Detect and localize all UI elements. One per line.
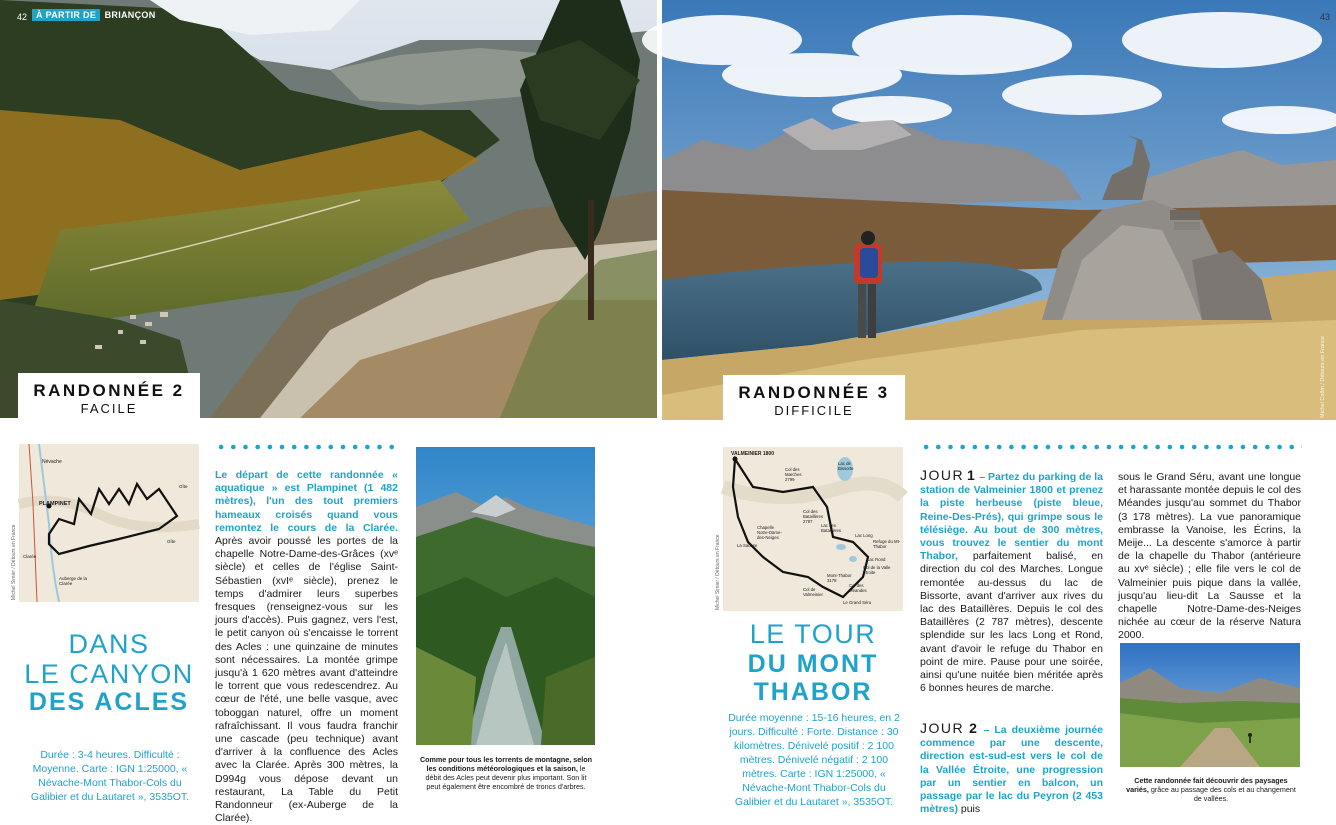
map3-label: Lac de Bissorte: [838, 461, 854, 471]
hike-3-number: RANDONNÉE 3: [738, 383, 890, 402]
meadow-caption: [1122, 776, 1300, 803]
title-line: DANS: [68, 629, 150, 659]
map3-credit: Michel Simier / Détours en France: [715, 534, 721, 610]
map3-label: La Sausse: [737, 543, 758, 548]
hike-2-info: Durée : 3-4 heures. Difficulté : Moyenne. Carte : IGN 1:25000, « Névache-Mont Thabor-Cols du Galibier et du Lautaret », 3535OT.: [30, 749, 190, 803]
jour2-tail: puis: [960, 803, 981, 816]
folio-right: [1290, 7, 1330, 25]
hike-3-difficulty: DIFFICILE: [774, 403, 854, 418]
map3-label: Col des Bataillères 2787: [803, 509, 824, 524]
photo-credit: Michel Cottin / Détours en France: [1320, 336, 1326, 418]
hike-2-number: RANDONNÉE 2: [33, 381, 185, 400]
map2-label: Auberge de la Clarée: [59, 576, 88, 586]
section-place: BRIANÇON: [104, 10, 156, 20]
map3-label: Col des Marches 2799: [785, 467, 802, 482]
jour1-number: 1: [967, 467, 977, 483]
river-photo: [416, 447, 595, 745]
section-header: [32, 5, 156, 23]
dotted-rule: [215, 443, 400, 451]
hike-3-map: [723, 447, 903, 611]
map3-label: Lac Long: [855, 533, 873, 538]
right-page-number: 43: [1319, 12, 1330, 22]
dotted-rule: [920, 443, 1302, 451]
hike-2-map: [19, 444, 199, 602]
map3-label: Col des Méandes: [849, 583, 867, 593]
map3-label: Lac Rond: [867, 557, 886, 562]
hike-3-day1: JOUR 1 – Partez du parking de la station de Valmeinier 1800 et prenez la piste herbeuse (piste bleue, Reine-Des-Prés), qui grimpe sous le télésiège. Au bout de 300 mètres, vous trouvez le sentier du mont Thabor, parfaitement balisé, en direction du col des Marches. Longue remontée au-dessus du lac de Bissorte, avant d'arriver aux rives du lac des Bataillères. Depuis le col des Bataillères (2 787 mètres), descente splendide sur les lacs Long et Rond, avant d'avoir le refuge du Thabor en point de mire. Pause pour une soirée, ainsi qu'une nuitée bien méritée après 6 bonnes heures de marche.: [920, 467, 1104, 695]
title-line: LE CANYON: [24, 659, 194, 689]
title-line: THABOR: [753, 678, 873, 706]
jour2-number: 2: [969, 720, 979, 736]
jour1-body: parfaitement balisé, en direction du col des Marches. Longue remontée au-dessus du lac de Bissorte, avant d'arriver aux rives du lac des Bataillères. Depuis le col des Bataillères (2 787 mètres), descente splendide sur les lacs Long et Rond, avant d'avoir le refuge du Thabor en point de mire. Pause pour une soirée, ainsi qu'une nuitée bien méritée après 6 bonnes heures de marche.: [920, 550, 1104, 695]
hike-3-text-col2: sous le Grand Séru, avant une longue et harassante montée depuis le col des Méandes jusqu'au sommet du Thabor (3 178 mètres). La vue panoramique embrasse la Vanoise, les Écrins, la Meije... La descente s'amorce à partir de la chapelle du Thabor (antérieure au xvᵉ siècle) ; elle file vers le col de Valmeinier puis pique dans la vallée, jusqu'au lieu-dit La Sausse et la chapelle Notre-Dame-des-Neiges nichée au cœur de la réserve Natura 2000.: [1118, 471, 1301, 642]
jour2-label: JOUR: [920, 720, 965, 736]
lake-photo: [662, 0, 1336, 420]
river-caption-rest: le débit des Acles peut devenir plus important. Son lit peut également être encombré de troncs d'arbres.: [425, 764, 587, 791]
left-page-number: 42: [17, 12, 28, 22]
hike-2-difficulty: FACILE: [80, 401, 138, 416]
map3-label: Col de la Valle Étroite: [863, 565, 891, 575]
river-caption: [418, 755, 594, 791]
meadow-caption-bold: Cette randonnée fait découvrir des paysages variés,: [1126, 776, 1288, 794]
left-page: [0, 0, 660, 825]
meadow-photo: [1120, 643, 1300, 767]
map3-label: Col de Valmeinier: [803, 587, 823, 597]
map2-label: Gîte: [167, 539, 176, 544]
map3-label: VALMEINIER 1800: [731, 451, 774, 457]
hike-3-title-box: [723, 375, 905, 421]
map2-credit: Michel Simier / Détours en France: [11, 524, 17, 600]
hike-2-text: [215, 469, 398, 825]
map3-label: Mont-Thabor 3178: [827, 573, 852, 583]
jour1-lead: Partez du parking de la station de Valmeinier 1800 et prenez la piste herbeuse (piste bleue, Reine-Des-Prés), qui grimpe sous le télésiège. Au bout de 300 mètres, vous trouvez le sentier du mont Thabor,: [920, 471, 1103, 563]
jour1-label: JOUR: [920, 467, 965, 483]
map2-label: Gîte: [179, 484, 188, 489]
section-tag: À PARTIR DE: [32, 9, 100, 21]
folio-left: [17, 7, 27, 25]
hike-2-title-box: [18, 373, 200, 419]
meadow-caption-rest: grâce au passage des cols et au changement de vallées.: [1150, 785, 1296, 803]
jour2-lead: La deuxième journée commence par une descente, direction est-sud-est vers le col de la Vallée Étroite, une progression par un sentier en balcon, un passage par le lac du Peyron (2 453 mètres): [920, 724, 1104, 816]
map2-label: PLAMPINET: [39, 501, 71, 507]
hike-3-info: Durée moyenne : 15-16 heures, en 2 jours. Difficulté : Forte. Distance : 30 kilomètres. Dénivelé positif : 2 100 mètres. Dénivelé négatif : 2 100 mètres. Carte : IGN 1:25000, « Névache-Mont Thabor-Cols du Galibier et du Lautaret », 3535OT.: [728, 712, 900, 808]
map3-label: Refuge du Mt-Thabor: [873, 539, 901, 549]
hike-2-lead: Le départ de cette randonnée « aquatique » est Plampinet (1 482 mètres), l'un des tout premiers hameaux croisés quand vous remontez le cours de la Clarée.: [215, 469, 398, 534]
title-line: DU MONT: [747, 650, 879, 678]
map2-label: Névache: [42, 459, 62, 465]
right-page: [662, 0, 1336, 816]
map3-label: Lac des Bataillères: [821, 523, 842, 533]
hike-3-day2: JOUR 2 – La deuxième journée commence par une descente, direction est-sud-est vers le col de la Vallée Étroite, une progression par un sentier en balcon, un passage par le lac du Peyron (2 453 mètres) puis: [920, 720, 1104, 816]
river-caption-bold: Comme pour tous les torrents de montagne, selon les conditions météorologiques et la saison,: [419, 755, 593, 773]
map2-label: Clarée: [23, 554, 37, 559]
title-line: LE TOUR: [749, 619, 877, 649]
valley-photo: [0, 0, 657, 418]
map3-label: Chapelle Notre-Dame-des-Neiges: [757, 525, 782, 540]
title-line: DES ACLES: [28, 688, 190, 716]
hike-2-body: Après avoir poussé les portes de la chapelle Notre-Dame-des-Grâces (xvᵉ siècle) et celles de l'église Saint-Sébastien (xvIᵉ siècle), prenez le temps d'admirer leurs superbes fresques (renseignez-vous sur les jours d'accès). Puis gagnez, vers l'est, le petit canyon où s'encaisse le torrent des Acles : une quinzaine de minutes sont nécessaires. La montée grimpe jusqu'à 1 620 mètres avant d'atteindre le torrent que vous redescendrez. Au cœur de l'été, une belle vasque, avec toboggan naturel, offre un moment rafraîchissant. Il vous faudra franchir une cascade (peu technique) avant d'arriver à la confluence des Acles avec la Clarée. Après 300 mètres, la D994g vous dépose devant un restaurant, La Table du Petit Randonneur (ex-Auberge de la Clarée).: [215, 535, 398, 825]
map3-label: Le Grand Séru: [843, 600, 872, 605]
